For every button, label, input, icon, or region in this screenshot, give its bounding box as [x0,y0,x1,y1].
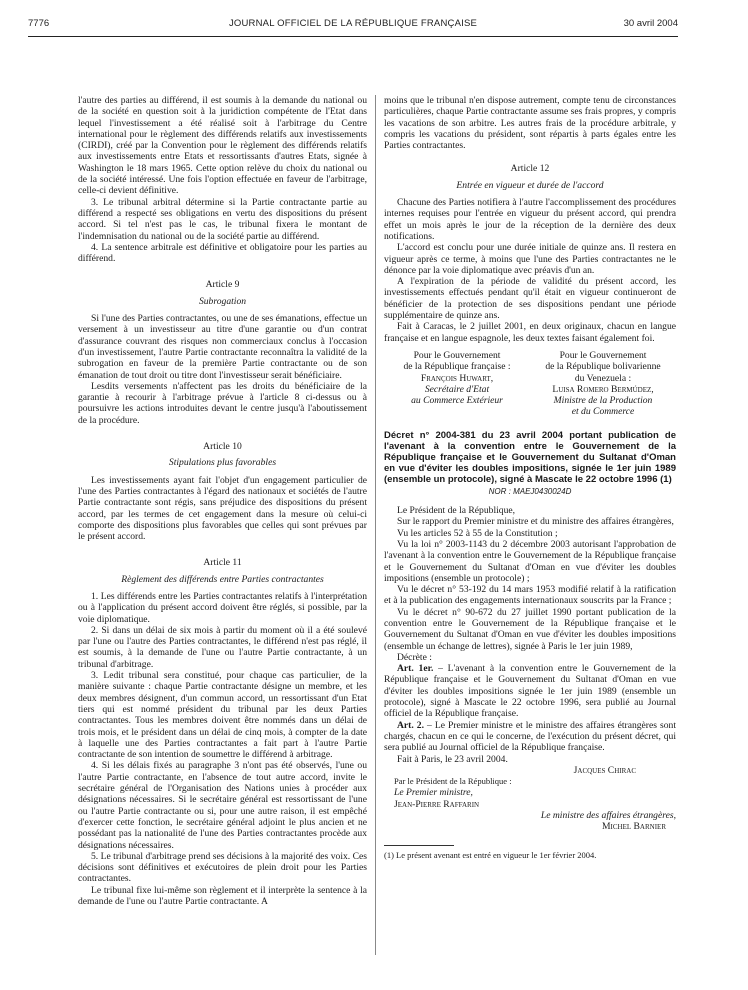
done-at: Fait à Paris, le 23 avril 2004. [397,753,508,765]
minister-title: Le ministre des affaires étrangères, [540,810,676,822]
paragraph: 3. Ledit tribunal sera constitué, pour chaque cas particulier, de la manière suivante : chaque Partie contractante désigne un membre, et les deux membres désignent, d'un commun accord, un ressortissant d'un Etat tiers qui est nommé président du tribunal par les deux Parties contractantes. Tous les membres doivent être nommés dans un délai de trois mois, et le président dans un délai de cinq mois, à compter de la date à laquelle une des Parties contractantes a fait part à l'autre Partie contractante de son intention de soumettre le différend à arbitrage. [78,670,367,761]
paragraph: Chacune des Parties notifiera à l'autre l'accomplissement des procédures internes requises pour l'entrée en vigueur du présent accord, qui prendra effet un mois après le jour de la réception de la dernière des deux notifications. [384,197,676,242]
minister-name: Michel Barnier [602,821,666,833]
signatory-title: Secrétaire d'Etat [424,383,490,395]
nor-reference: NOR : MAEJ0430024D [488,486,572,496]
footnote: (1) Le présent avenant est entré en vigueur le 1er février 2004. [384,849,597,860]
signature-line: de la République française : [403,361,511,373]
article-2 [384,720,676,754]
header-rule [28,36,678,37]
signature-venezuela [530,350,676,418]
president-signature: Jacques Chirac [573,764,636,776]
article-subtitle: Subrogation [198,295,247,307]
signatory-title: et du Commerce [571,406,635,418]
paragraph: 3. Le tribunal arbitral détermine si la Partie contractante partie au différend a respecté ses obligations en vertu des dispositions du présent accord. Si tel n'est pas le cas, le tribunal fixera le montant de l'indemnisation du national ou de la société partie au différend. [78,196,367,242]
signature-line: Pour le Gouvernement [413,349,501,361]
column-separator [375,95,376,955]
paragraph: Le tribunal fixe lui-même son règlement et il interprète la sentence à la demande de l'une ou l'autre Partie contractante. A [78,884,367,907]
page-number: 7776 [28,18,50,29]
paragraph: 4. Si les délais fixés au paragraphe 3 n'ont pas été observés, l'une ou l'autre Partie contractante, en l'absence de tout autre accord, invite le secrétaire général de l'Organisation des Nations unies à procéder aux désignations nécessaires. Si le secrétaire général est ressortissant de l'une ou l'autre Partie contractante ou si, pour une autre raison, il est empêché d'exercer cette fonction, le secrétaire général adjoint le plus ancien et ne possédant pas la nationalité de l'une des Parties contractantes procède aux désignations nécessaires. [78,760,367,851]
journal-title: JOURNAL OFFICIEL DE LA RÉPUBLIQUE FRANÇAISE [228,18,478,29]
paragraph: 2. Si dans un délai de six mois à partir du moment où il a été soulevé par l'une ou l'autre des Parties contractantes, le différend n'est pas réglé, il est soumis, à la demande de l'une ou l'autre Partie contractante, à un tribunal d'arbitrage. [78,624,367,670]
article-text: – L'avenant à la convention entre le Gouvernement de la République française et le Gouvernement du Sultanat d'Oman en vue d'éviter les doubles impositions signée le 1er juin 1989 (ensemble un protocole), signé à Mascate le 22 octobre 1996, sera publié au Journal officiel de la République française. [384,663,676,720]
article-heading: Article 10 [203,441,242,453]
paragraph: 1. Les différends entre les Parties contractantes relatifs à l'interprétation ou à l'application du présent accord doivent être réglés, si possible, par la voie diplomatique. [78,590,367,625]
paragraph: l'autre des parties au différend, il est soumis à la demande du national ou de la société en question soit à la juridiction compétente de l'Etat dans lequel l'investissement a été réalisé soit à l'arbitrage du Centre international pour le règlement des différends relatifs aux investissements (CIRDI), créé par la Convention pour le règlement des différends relatifs aux investissements entre Etats et ressortissants d'autres Etats, signée à Washington le 18 mars 1965. Cette option relève du choix du national ou de la société intéressé. Une fois l'option effectuée en faveur de l'arbitrage, celle-ci devient définitive. [78,95,367,197]
pm-name: Jean-Pierre Raffarin [394,798,480,810]
decree-title: Décret n° 2004-381 du 23 avril 2004 portant publication de l'avenant à la convention entre le Gouvernement de la République française et le Gouvernement du Sultanat d'Oman en vue d'éviter les doubles impositions, signée le 1er juin 1989 (ensemble un protocole), signé à Mascate le 22 octobre 1996 (1) [384,429,676,485]
paragraph: 5. Le tribunal d'arbitrage prend ses décisions à la majorité des voix. Ces décisions sont définitives et exécutoires de plein droit pour les Parties contractantes. [78,850,367,885]
paragraph: Lesdits versements n'affectent pas les droits du bénéficiaire de la garantie à recourir à l'arbitrage prévue à l'article 8 ci-dessus ou à poursuivre les actions introduites devant le centre jusqu'à l'aboutissement de la procédure. [78,380,367,426]
paragraph: Vu le décret n° 53-192 du 14 mars 1953 modifié relatif à la ratification et à la publication des engagements internationaux souscrits par la France ; [384,584,676,607]
pm-title: Le Premier ministre, [394,787,473,799]
article-text: – Le Premier ministre et le ministre des affaires étrangères sont chargés, chacun en ce qui le concerne, de l'exécution du présent décret, qui sera publié au Journal officiel de la République française. [384,719,676,754]
article-heading: Article 11 [203,557,242,569]
signatory-name: François Huwart, [420,372,494,384]
paragraph: Vu le décret n° 90-672 du 27 juillet 1990 portant publication de la convention entre le Gouvernement de la République française et le Gouvernement du Sultanat d'Oman en vue d'éviter les doubles impositions (ensemble un échange de lettres), signée à Paris le 1er juin 1989, [384,606,676,652]
signatory-name: Luisa Romero Bermúdez, [552,383,654,395]
signatory-title: Ministre de la Production [553,395,653,407]
paragraph: A l'expiration de la période de validité du présent accord, les investissements effectués pendant qu'il était en vigueur continueront de bénéficier de la protection de ses dispositions pendant une période supplémentaire de quinze ans. [384,276,676,322]
article-subtitle: Entrée en vigueur et durée de l'accord [456,179,604,191]
paragraph: Vu les articles 52 à 55 de la Constitution ; [397,527,558,539]
article-subtitle: Stipulations plus favorables [168,457,277,469]
paragraph: Les investissements ayant fait l'objet d'un engagement particulier de l'une des Parties contractantes à l'égard des nationaux et sociétés de l'autre Partie contractante sont régis, sans préjudice des dispositions du présent accord, par les termes de cet engagement dans la mesure où celui-ci comporte des dispositions plus favorables que celles qui sont prévues par le présent accord. [78,474,367,543]
paragraph: 4. La sentence arbitrale est définitive et obligatoire pour les parties au différend. [78,241,367,265]
by-president: Par le Président de la République : [394,776,512,787]
right-column [384,95,676,861]
signature-france [384,350,530,418]
page-header [28,18,678,32]
signature-line: de la République bolivarienne [545,361,661,373]
footnote-rule [384,845,454,846]
article-label: Art. 1er. [397,663,434,675]
paragraph: Fait à Caracas, le 2 juillet 2001, en deux originaux, chacun en langue française et en langue espagnole, les deux textes faisant également foi. [384,321,676,344]
article-heading: Article 9 [205,279,240,291]
article-label: Art. 2. [397,719,424,731]
paragraph: Si l'une des Parties contractantes, ou une de ses émanations, effectue un versement à un investisseur au titre d'une garantie ou d'un contrat d'assurance couvrant des risques non commerciaux conclus à l'occasion d'un investissement, l'autre Partie contractante reconnaîtra la validité de la subrogation en faveur de la première Partie contractante ou de son émanation de tout droit ou titre dont l'investisseur serait bénéficiaire. [78,313,367,381]
signatory-title: au Commerce Extérieur [411,395,503,407]
article-1 [384,663,676,719]
paragraph: Le Président de la République, [397,505,516,517]
article-heading: Article 12 [510,163,550,175]
signature-line: Pour le Gouvernement [559,349,647,361]
paragraph: Décrète : [397,651,432,663]
paragraph: moins que le tribunal n'en dispose autrement, compte tenu de circonstances particulières, chaque Partie contractante assume ses frais propres, y compris les vacations de son arbitre. Les autres frais de la procédure arbitrale, y compris les vacations du président, sont répartis à parts égales entre les Parties contractantes. [384,95,676,152]
signatures-block [384,350,676,418]
paragraph: Sur le rapport du Premier ministre et du ministre des affaires étrangères, [397,516,674,528]
article-subtitle: Règlement des différends entre Parties contractantes [121,573,324,585]
paragraph: L'accord est conclu pour une durée initiale de quinze ans. Il restera en vigueur après ce terme, à moins que l'une des Parties contractantes ne le dénonce par la voie diplomatique avec préavis d'un an. [384,242,676,276]
signature-line: du Venezuela : [574,372,632,384]
left-column [78,95,367,907]
paragraph: Vu la loi n° 2003-1143 du 2 décembre 2003 autorisant l'approbation de l'avenant à la convention entre le Gouvernement de la République française et le Gouvernement du Sultanat d'Oman en vue d'éviter les doubles impositions (ensemble un protocole) ; [384,538,676,584]
issue-date: 30 avril 2004 [623,18,678,29]
